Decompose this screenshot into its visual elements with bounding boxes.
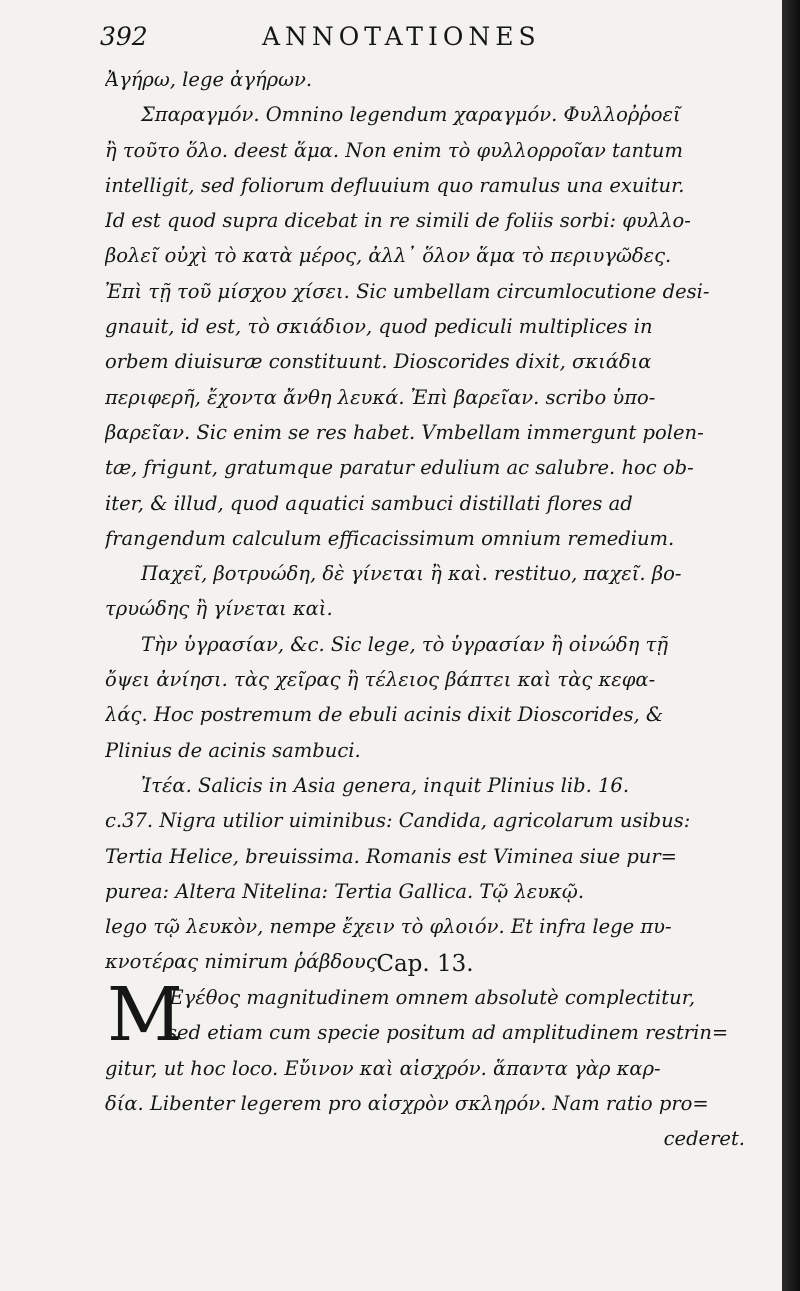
text-line: Σπαραγμόν. Omnino legendum χαραγμόν. Φυλλοῤῥοεῖ [141,103,681,127]
page-header [100,22,740,62]
drop-cap: M [107,972,183,1058]
text-line: purea: Altera Nitelina: Tertia Gallica. Τῷ λευκῷ. [105,879,585,903]
text-line: gnauit, id est, τὸ σκιάδιον, quod pediculi multiplices in [105,315,653,339]
text-line: βολεῖ οὐχὶ τὸ κατὰ μέρος, ἀλλ᾽ ὅλον ἅμα τὸ περιυγῶδες. [105,244,672,268]
text-line: τρυώδης ἢ γίνεται καὶ. [105,597,333,621]
text-line: intelligit, sed foliorum defluuium quo ramulus una exuitur. [105,173,685,197]
running-head: ANNOTATIONES [262,22,541,51]
text-line: Ἐπὶ τῇ τοῦ μίσχου χίσει. Sic umbellam circumlocutione desi- [105,279,710,303]
text-line: Ἐγέθος magnitudinem omnem absolutè complectitur, [167,986,696,1009]
page-number: 392 [100,22,148,51]
text-line: cederet. [663,1127,745,1151]
text-line: iter, & illud, quod aquatici sambuci distillati flores ad [105,491,633,515]
text-line: ὄψει ἀνίησι. τὰς χεῖρας ἢ τέλειος βάπτει καὶ τὰς κεφα- [105,668,656,692]
text-line: Ἀγήρω, lege ἀγήρων. [105,68,313,91]
text-line: δία. Libenter legerem pro αἰσχρὸν σκληρόν. Nam ratio pro= [105,1091,709,1115]
text-line: sed etiam cum specie positum ad amplitudinem restrin= [167,1021,729,1045]
text-line: λάς. Hoc postremum de ebuli acinis dixit Dioscorides, & [105,703,664,727]
text-line: Tertia Helice, breuissima. Romanis est Viminea siue pur= [105,844,678,868]
text-line: Plinius de acinis sambuci. [105,738,361,762]
text-line: Παχεῖ, βοτρυώδη, δὲ γίνεται ἢ καὶ. restituo, παχεῖ. βο- [141,562,682,586]
chapter-heading: Cap. 13. [376,951,474,977]
page-edge-shadow [782,0,800,1291]
text-line: Ἰτέα. Salicis in Asia genera, inquit Plinius lib. 16. [141,773,630,797]
text-line: tæ, frigunt, gratumque paratur edulium ac salubre. hoc ob- [105,456,694,480]
text-line: c.37. Nigra utilior uiminibus: Candida, agricolarum usibus: [105,809,691,833]
text-line: frangendum calculum efficacissimum omnium remedium. [105,526,675,550]
text-line: orbem diuisuræ constituunt. Dioscorides dixit, σκιάδια [105,350,652,374]
text-line: Id est quod supra dicebat in re simili de foliis sorbi: φυλλο- [105,209,691,233]
text-line: gitur, ut hoc loco. Εὔινον καὶ αἰσχρόν. ἅπαντα γὰρ καρ- [105,1056,661,1080]
text-line: κνοτέρας nimirum ῥάβδους. [105,950,383,974]
text-line: ἢ τοῦτο ὅλο. deest ἅμα. Non enim τὸ φυλλορροῖαν tantum [105,138,683,162]
chapter-body [105,972,745,1156]
text-line: περιφερῆ, ἔχοντα ἄνθη λευκά. Ἐπὶ βαρεῖαν. scribo ὑπο- [105,385,656,409]
annotation-body [105,62,745,980]
text-line: βαρεῖαν. Sic enim se res habet. Vmbellam immergunt polen- [105,420,704,444]
text-line: lego τῷ λευκὸν, nempe ἔχειν τὸ φλοιόν. Et infra lege πυ- [105,915,672,939]
text-line: Τὴν ὑγρασίαν, &c. Sic lege, τὸ ὑγρασίαν ἢ οἰνώδη τῇ [141,632,669,656]
